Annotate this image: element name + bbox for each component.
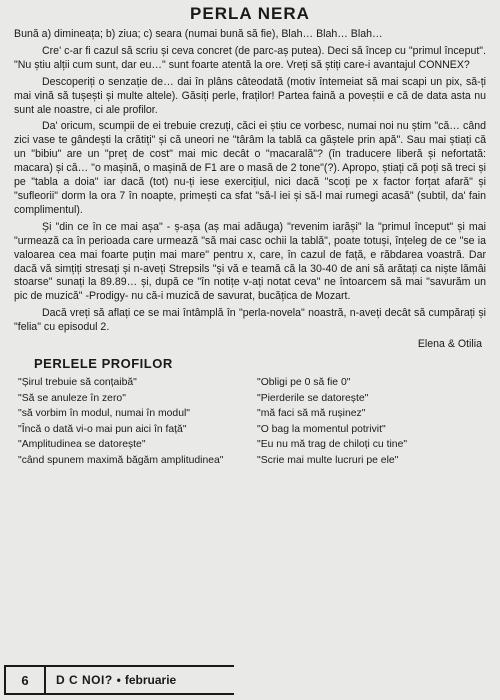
quote-item: "Scrie mai multe lucruri pe ele" xyxy=(257,455,399,466)
quote-item: "Eu nu mă trag de chiloți cu tine" xyxy=(257,439,408,451)
quote-item: "Încă o dată vi-o mai pun aici în față" xyxy=(18,423,187,435)
footer-box xyxy=(4,665,234,695)
quote-item: "să vorbim în modul, numai în modul" xyxy=(18,408,190,420)
bullet-separator: • xyxy=(116,673,121,687)
article-paragraph-6: Dacă vreți să aflați ce se mai întâmplă în "perla-novela" noastră, n-aveți decât să cumpărați și "felia" cu episodul 2. xyxy=(14,307,486,334)
quotes-left-column xyxy=(18,375,247,469)
article-paragraph-2: Cre' c-ar fi cazul să scriu și ceva concret (de parc-aș putea). Deci să încep cu "primul început". "Nu știu alții cum sunt, dar eu…" sunt foarte atentă la ore. Vreți să știți care-i avantajul CONNEX? xyxy=(14,44,486,71)
quote-item: "când spunem maximă băgăm amplitudinea" xyxy=(18,455,224,466)
quote-item: "Șirul trebuie să conțaibă" xyxy=(18,377,137,389)
article-signature: Elena & Otilia xyxy=(417,338,482,351)
article-paragraph-1: Bună a) dimineața; b) ziua; c) seara (numai bună să fie), Blah… Blah… Blah… xyxy=(14,28,383,40)
quote-item: "Să se anuleze în zero" xyxy=(18,392,126,404)
quote-item: "O bag la momentul potrivit" xyxy=(257,423,386,435)
magazine-name: D C NOI? xyxy=(56,673,113,687)
article-paragraph-4: Da' oricum, scumpii de ei trebuie crezuți, căci ei știu ce vorbesc, numai noi nu știm "că… când zici vase te gândești la crătiți" și că uneori ne "târâm la tablă ca găștele prin apă". Sau mai știați că un "bibiu" are un "preț de cost" mai mic decât o "macarală"? (în traducere liberă și nefortată: macara) și că… "o mașină, o mașină de F1 are o masă de 2 tone"(?). Apropo, știați că poți să treci și pe "tabla a doia" iar dacă (tot) nu-ți iese exercițiul, nici dacă "scoți pe x factor forțat afară" și "sufleorii" dorm la ora 7 în noapte, primești ca sfat "să-l iei și să-l mai rumegi acasă" (subtil, da' fain complimentul). xyxy=(14,120,486,216)
article-paragraph-5: Și "din ce în ce mai așa" - ș-așa (aș mai adăuga) "revenim iarăși" la "primul început" și mai "urmează ca în perioada care urmează "să mai casc ochii la tablă", poate totuși, înțeleg de ce "se ia valoarea cea mai foarte puțin mai mare" pentru x, care, în cazul de față, e răbdarea voastră. Dar dacă vă simțiți stresați și n-aveți Strepsils "și vă e teamă că la 30-40 de ani să arătați ca niște lămâi stoarse" sunați la 89.89… și, după ce "în notițe v-ați notat ceva" ne întoarcem să mai "savurăm un pic de muzică" -Prodigy- nu că-i muzică de savurat, bucățica de Mozart. xyxy=(14,220,486,303)
quote-item: "Obligi pe 0 să fie 0" xyxy=(257,377,351,389)
quote-item: "Amplitudinea se datorește" xyxy=(18,439,146,451)
quote-item: "mă faci să mă rușinez" xyxy=(257,408,366,420)
quotes-grid xyxy=(14,375,486,469)
page-footer xyxy=(0,661,500,700)
section-title: PERLELE PROFILOR xyxy=(34,356,173,372)
article-title: PERLA NERA xyxy=(190,4,310,23)
quotes-right-column xyxy=(257,375,486,469)
page-number: 6 xyxy=(6,667,46,693)
quote-item: "Pierderile se datorește" xyxy=(257,392,369,404)
article-paragraph-3: Descoperiți o senzație de… dai în plâns câteodată (motiv întemeiat să mai scapi un pix, să-ți mai vină să tușești și multe altele). Găsiți perle, fraților! Partea faină a poveștii e că de data asta nu sunt ale noastre, ci ale profilor. xyxy=(14,75,486,116)
issue-month: februarie xyxy=(124,673,177,687)
